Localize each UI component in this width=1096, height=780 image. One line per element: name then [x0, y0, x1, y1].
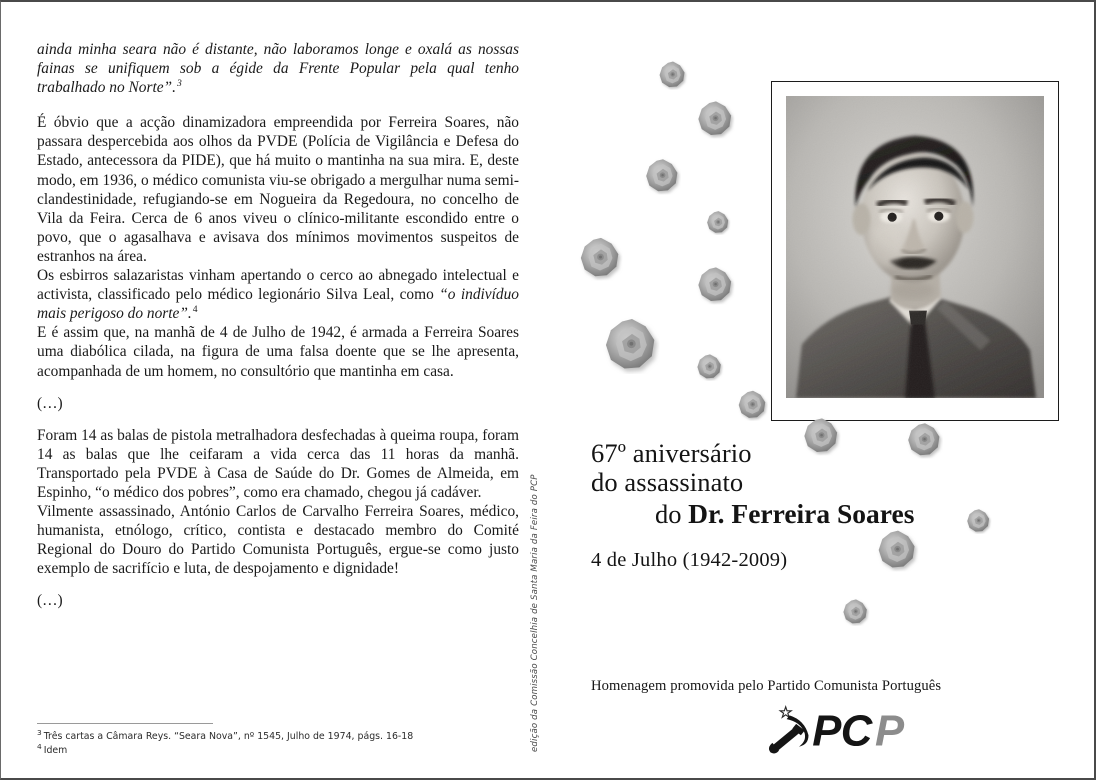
- paragraph-p4: Vilmente assassinado, António Carlos de Carvalho Ferreira Soares, médico, humanista, etnólogo, crítico, contista e destacado membro do Comité Regional do Douro do Partido Comunista Português, ergue-se como justo exemplo de sacrifício e luta, de despojamento e dignidade!: [37, 503, 519, 578]
- inline-quote-perigoso: “o indivíduo mais perigoso do norte”.: [37, 286, 519, 323]
- title-name-bold: Dr. Ferreira Soares: [688, 498, 915, 529]
- paragraph-p2b: E é assim que, na manhã de 4 de Julho de 1942, é armada a Ferreira Soares uma diabólica cilada, na figura de uma falsa doente que se lhe apresenta, acompanhada de um homem, no consultório que mantinha em casa.: [37, 324, 519, 380]
- portrait-frame: [771, 81, 1059, 421]
- footnote-item: [37, 741, 457, 758]
- rose-icon: [601, 314, 663, 376]
- rose-icon: [643, 156, 683, 196]
- title-name-prefix: do: [655, 499, 689, 529]
- title-date: 4 de Julho (1942-2009): [591, 549, 788, 571]
- right-cover-page: [553, 2, 1096, 780]
- rose-icon: [736, 388, 770, 422]
- spine-credit: [530, 472, 550, 752]
- paragraph-p3: Foram 14 as balas de pistola metralhadora desfechadas à queima roupa, foram 14 as balas que lhe ceifaram a vida cerca das 11 horas da manhã. Transportado pela PVDE à Casa de Saúde do Dr. Gomes de Almeida, em Espinho, “o médico dos pobres”, como era chamado, chegou já cadáver.: [37, 426, 519, 501]
- rose-icon: [577, 234, 625, 282]
- spine-credit-text: edição da Comissão Concelhia de Santa Maria da Feira do PCP: [530, 474, 540, 752]
- footnote-text: Idem: [43, 745, 68, 756]
- pcp-letter-p2: P: [874, 706, 905, 756]
- footnote-marker: 4: [37, 741, 42, 751]
- pcp-logo: [761, 703, 951, 755]
- rose-icon: [705, 209, 732, 236]
- rose-icon: [841, 597, 871, 627]
- cover-title-block: [591, 439, 1061, 572]
- footnote-text: Três cartas a Câmara Reys. “Seara Nova”, nº 1545, Julho de 1974, págs. 16-18: [43, 731, 414, 742]
- rose-icon: [695, 98, 737, 140]
- title-line-anniversary: 67º aniversário: [591, 438, 752, 468]
- rose-icon: [695, 352, 725, 382]
- portrait-photo: [786, 96, 1044, 398]
- footnote-ref-4: 4: [192, 304, 198, 316]
- paragraph-p2a: Os esbirros salazaristas vinham apertando o cerco ao abnegado intelectual e activista, classificado pelo médico legionário Silva Leal, como “o indivíduo mais perigoso do norte”.$^4$: [37, 267, 519, 323]
- footnote-marker: 3: [37, 727, 42, 737]
- article-body: [37, 40, 519, 611]
- sponsor-text: Homenagem promovida pelo Partido Comunista Português: [591, 678, 942, 694]
- left-text-page: [1, 2, 531, 780]
- paragraph-p1: É óbvio que a acção dinamizadora empreendida por Ferreira Soares, não passara despercebida aos olhos da PVDE (Polícia de Vigilância e Defesa do Estado, antecessora da PIDE), que há muito o mantinha na sua mira. E, deste modo, em 1936, o médico comunista viu-se obrigado a mergulhar numa semi-clandestinidade, refugiando-se em Nogueira da Regedoura, no concelho de Vila da Feira. Cerca de 6 anos viveu o clínico-militante escondido entre o povo, que o agasalhava e avisava dos mínimos movimentos suspeitos de estranhos na área.: [37, 114, 519, 265]
- rose-icon: [695, 264, 737, 306]
- hammer-sickle-icon: [769, 715, 809, 753]
- footnote-separator-rule: [37, 723, 213, 724]
- pcp-letter-c: C: [840, 706, 873, 756]
- paragraph-ellipsis-1: (…): [37, 394, 63, 412]
- footnote-item: [37, 727, 457, 744]
- footnote-ref-3: 3: [176, 78, 182, 90]
- paragraph-quote-end: ainda minha seara não é distante, não laboramos longe e oxalá as nossas fainas se unifiquem sob a égide da Frente Popular pela qual tenho trabalhado no Norte”.$^3$: [37, 41, 519, 97]
- pcp-letter-p1: P: [812, 706, 842, 756]
- title-line-name: [591, 497, 1061, 531]
- footnotes-block: [37, 723, 457, 758]
- cover-footer: [591, 678, 1061, 755]
- paragraph-ellipsis-2: (…): [37, 592, 63, 610]
- title-line-assassination: do assassinato: [591, 467, 744, 497]
- rose-icon: [657, 59, 689, 91]
